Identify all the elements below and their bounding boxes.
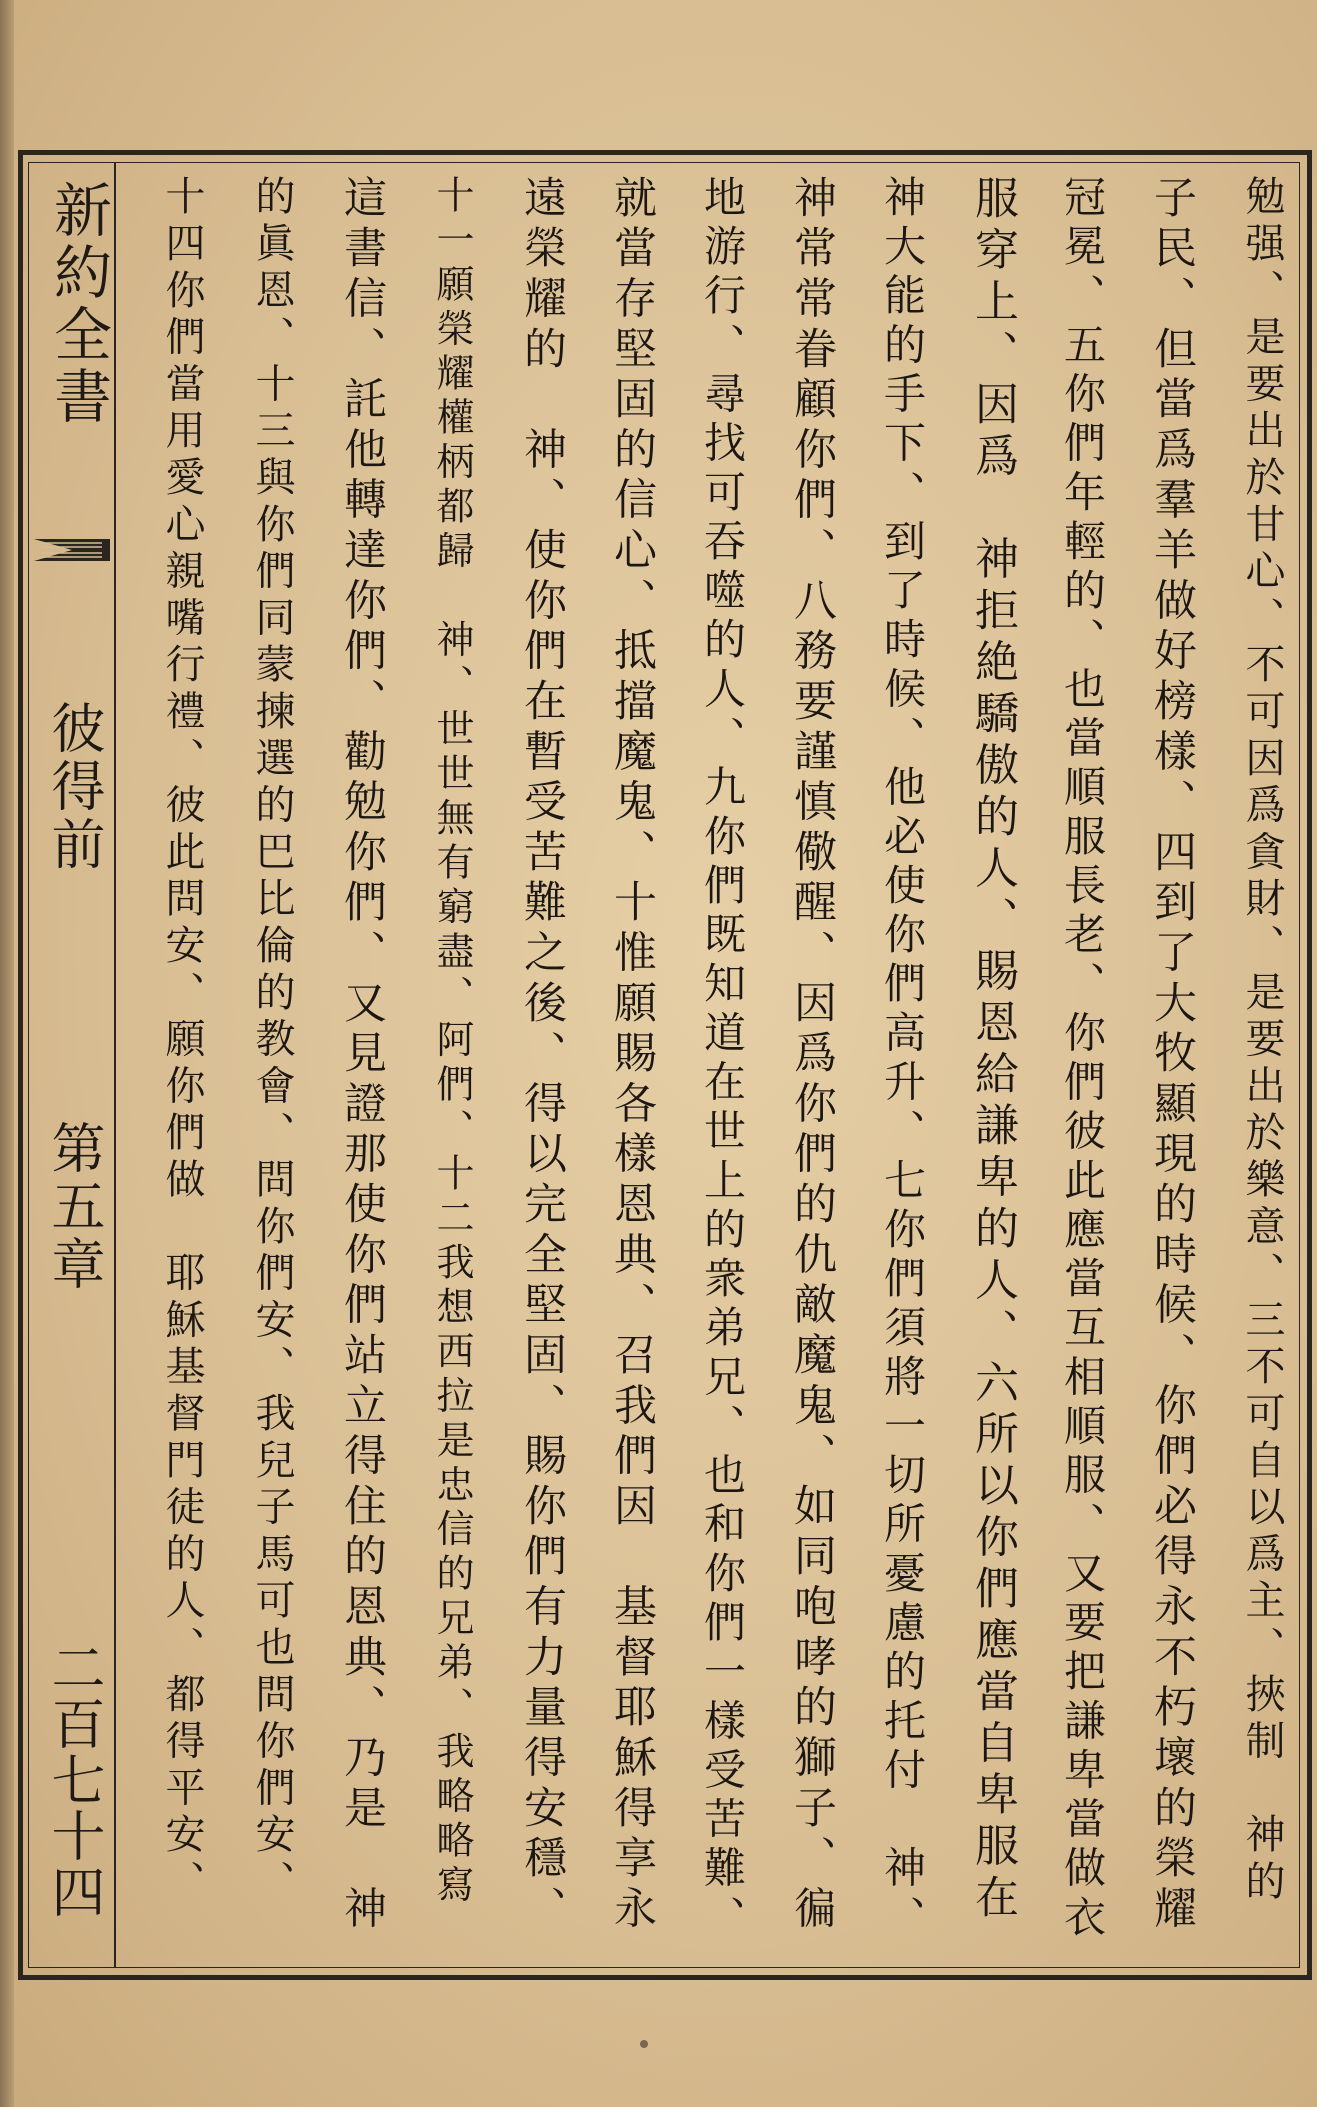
fish-tail-ornament-icon <box>32 535 112 565</box>
book-spine <box>0 0 14 2107</box>
margin-book-name: 彼得前 <box>43 700 106 874</box>
text-column: 地游行、尋找可吞噬的人、九你們既知道在世上的衆弟兄、也和你們一樣受苦難、 <box>698 175 747 1945</box>
text-column: 就當存堅固的信心、抵擋魔鬼、十惟願賜各樣恩典、召我們因 基督耶穌得享永 <box>607 175 657 1936</box>
scripture-text <box>120 175 1290 1955</box>
text-column: 神大能的手下、到了時候、他必使你們高升、七你們須將一切所憂慮的托付 神、 <box>878 175 927 1945</box>
text-column: 這書信、託他轉達你們、勸勉你們、又見證那使你們站立得住的恩典、乃是 神 <box>337 175 387 1936</box>
text-column: 冠冕、五你們年輕的、也當順服長老、你們彼此應當互相順服、又要把謙卑當做衣 <box>1058 175 1107 1945</box>
text-column: 服穿上、因爲 神拒絶驕傲的人、賜恩給謙卑的人、六所以你們應當自卑服在 <box>967 175 1018 1926</box>
margin-book-title: 新約全書 <box>44 180 112 428</box>
margin-page-number: 二百七十四 <box>43 1640 106 1920</box>
paper-spot <box>640 2040 648 2048</box>
margin-chapter: 第五章 <box>43 1120 106 1294</box>
text-column: 神常常眷顧你們、八務要謹慎儆醒、因爲你們的仇敵魔鬼、如同咆哮的獅子、徧 <box>787 175 837 1936</box>
text-column: 子民、但當爲羣羊做好榜樣、四到了大牧顯現的時候、你們必得永不朽壞的榮耀 <box>1147 175 1197 1936</box>
text-column: 的眞恩、十三與你們同蒙揀選的巴比倫的教會、問你們安、我兒子馬可也問你們安、 <box>249 175 295 1907</box>
text-column: 勉强、是要出於甘心、不可因爲貪財、是要出於樂意、三不可自以爲主、挾制 神的 <box>1239 175 1285 1907</box>
text-column: 遠榮耀的 神、使你們在暫受苦難之後、得以完全堅固、賜你們有力量得安穩、 <box>517 175 567 1936</box>
text-column: 十一願榮耀權柄都歸 神、世世無有窮盡、阿們、十二我想西拉是忠信的兄弟、我略略寫 <box>430 175 474 1909</box>
text-column: 十四你們當用愛心親嘴行禮、彼此問安、願你們做 耶穌基督門徒的人、都得平安、 <box>159 175 205 1907</box>
